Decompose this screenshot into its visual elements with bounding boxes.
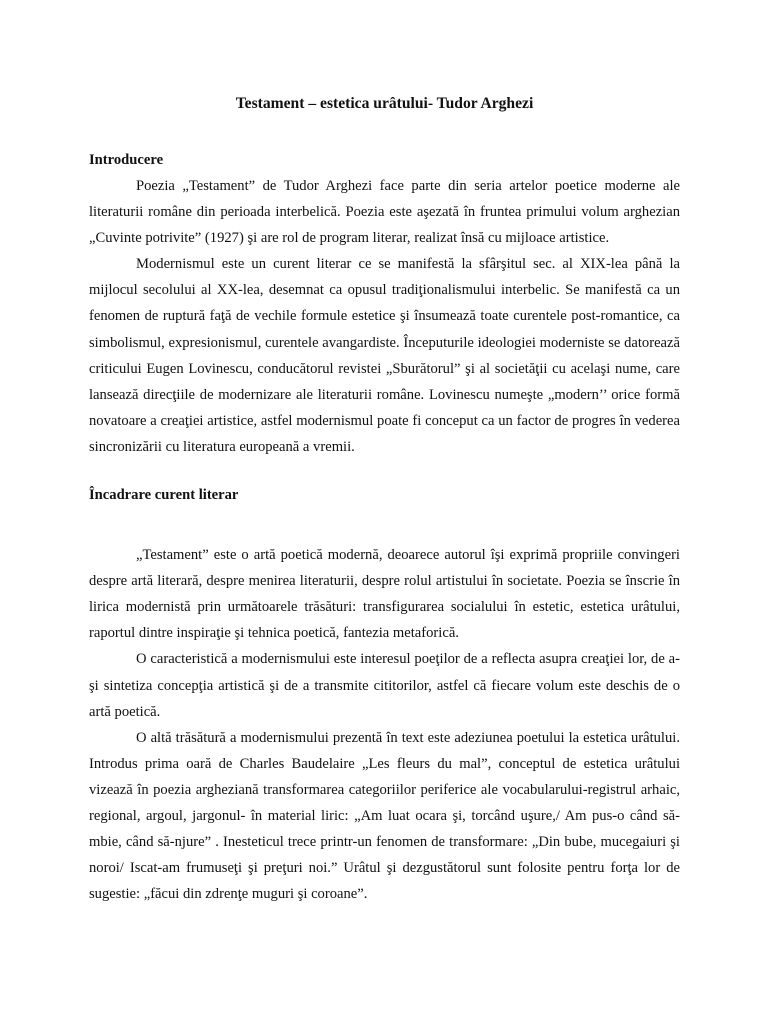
document-title: Testament – estetica urâtului- Tudor Arghezi <box>235 95 534 112</box>
paragraph: Poezia „Testament” de Tudor Arghezi face parte din seria artelor poetice moderne ale literaturii române din perioada interbelică. Poezia este aşezată în fruntea primului volum arghezian „Cuvinte potrivite” (1927) şi are rol de program literar, realizat însă cu mijloace artistice. <box>89 178 680 247</box>
section-heading-introducere: Introducere <box>89 152 164 168</box>
paragraph: O altă trăsătură a modernismului prezentă în text este adeziunea poetului la estetica urâtului. Introdus prima oară de Charles Baudelaire „Les fleurs du mal”, conceptul de estetica urâtului vizează în poezia argheziană transformarea categoriilor periferice ale vocabularului-registrul arhaic, regional, argoul, jargonul- în material liric: „Am luat ocara şi, torcând uşure,/ Am pus-o când să-mbie, când să-njure” . Inesteticul trece printr-un fenomen de transformare: „Din bube, mucegaiuri şi noroi/ Iscat-am frumuseţi şi preţuri noi.” Urâtul şi dezgustătorul sunt folosite pentru forţa lor de sugestie: „făcui din zdrenţe muguri şi coroane”. <box>89 729 680 903</box>
paragraph: „Testament” este o artă poetică modernă, deoarece autorul îşi exprimă propriile convingeri despre artă literară, despre menirea literaturii, despre rolul artistului în societate. Poezia se înscrie în lirica modernistă prin următoarele trăsături: transfigurarea socialului în estetic, estetica urâtului, raportul dintre inspiraţie şi tehnica poetică, fantezia metaforică. <box>89 547 680 642</box>
paragraph: O caracteristică a modernismului este interesul poeţilor de a reflecta asupra creaţiei lor, de a-şi sintetiza concepţia artistică şi de a transmite cititorilor, astfel că fiecare volum este deschis de o artă poetică. <box>89 651 680 720</box>
section-heading-incadrare: Încadrare curent literar <box>89 487 239 504</box>
paragraph: Modernismul este un curent literar ce se manifestă la sfârşitul sec. al XIX-lea până la mijlocul secolului al XX-lea, desemnat ca opusul tradiţionalismului interbelic. Se manifestă ca un fenomen de ruptură faţă de vechile formule estetice şi însumează toate curentele post-romantice, ca simbolismul, expresionismul, curentele avangardiste. Începuturile ideologiei moderniste se datorează criticului Eugen Lovinescu, conducătorul revistei „Sburătorul” şi al societăţii cu acelaşi nume, care lansează direcţiile de modernizare ale literaturii române. Lovinescu numeşte „modern’’ orice formă novatoare a creaţiei artistice, astfel modernismul poate fi conceput ca un factor de progres în vederea sincronizării cu literatura europeană a vremii. <box>89 256 680 455</box>
